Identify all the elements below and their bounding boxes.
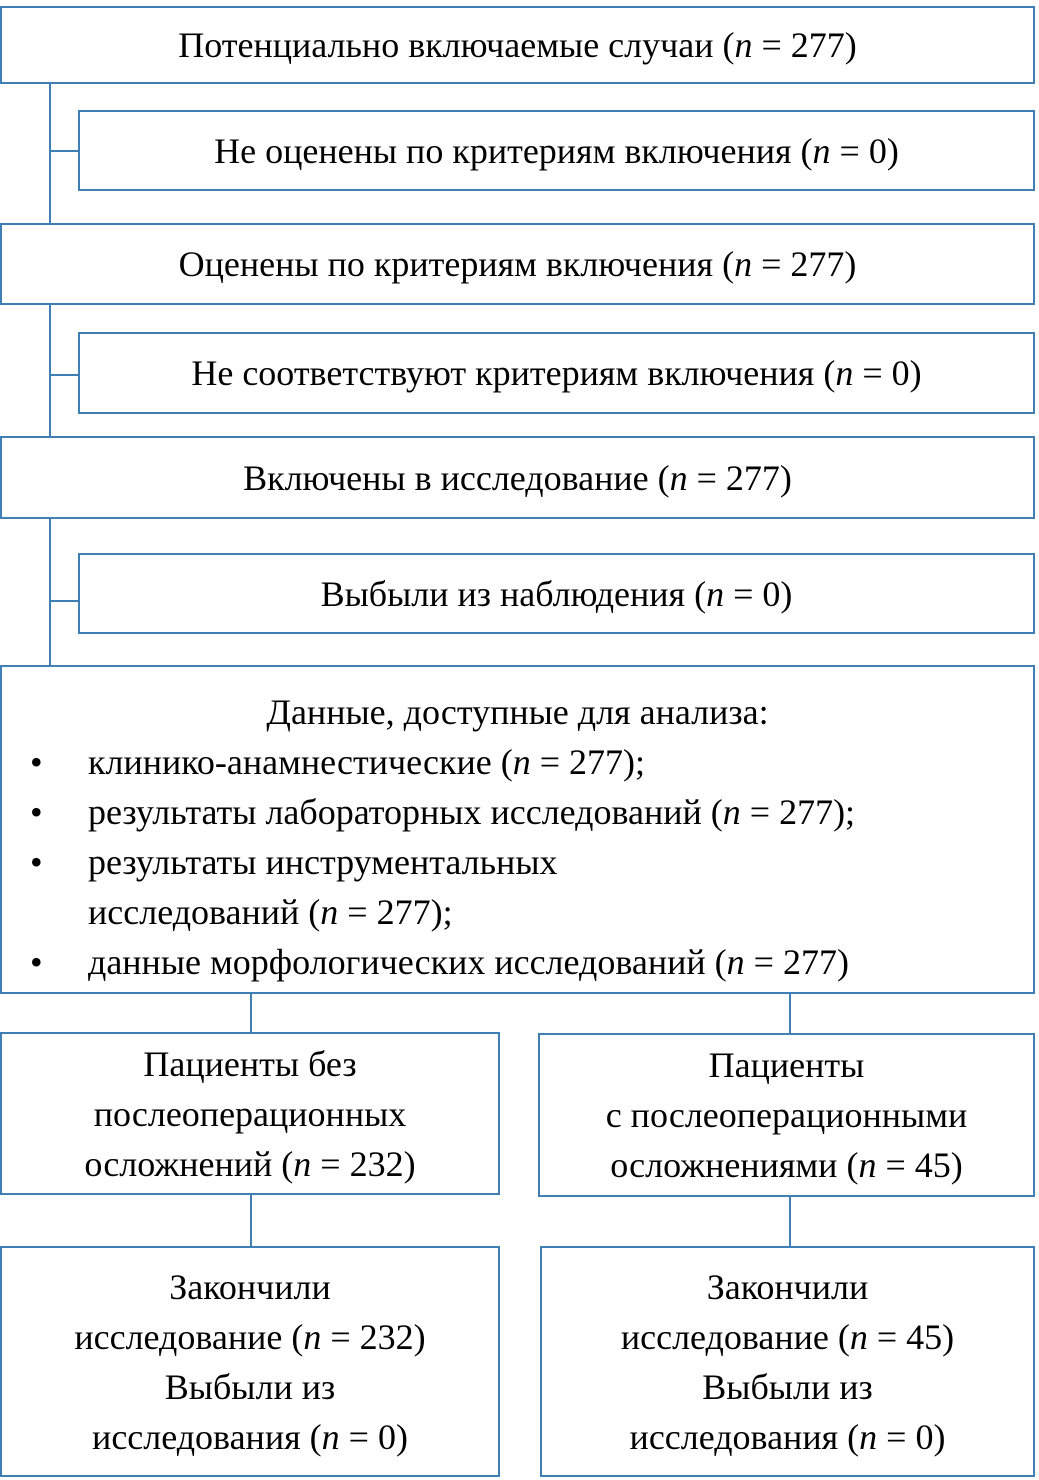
right-outcome-completed-label: Закончили	[706, 1266, 869, 1307]
left-outcome-box	[0, 1246, 500, 1477]
not-assessed-box	[78, 110, 1035, 191]
left-outcome-completed-count: исследование (n = 232)	[74, 1316, 426, 1357]
left-outcome-dropped-count: исследования (n = 0)	[92, 1416, 408, 1457]
left-outcome-dropped-label: Выбыли из	[164, 1366, 336, 1407]
with-complications-group-box	[538, 1033, 1035, 1197]
analysis-item-morphological: • данные морфологических исследований (n = 277)	[2, 937, 1033, 987]
bullet-icon: •	[30, 792, 43, 832]
connector-branch-3	[49, 600, 79, 602]
connector-split-left	[250, 992, 252, 1034]
bullet-icon: •	[30, 842, 43, 882]
assessed-box	[0, 223, 1035, 305]
right-outcome-dropped-label: Выбыли из	[702, 1366, 873, 1407]
connector-trunk-1	[49, 82, 51, 224]
no-complications-line2: послеоперационных	[93, 1093, 407, 1134]
analysis-item-lab: • результаты лабораторных исследований (n = 277);	[2, 787, 1033, 837]
potential-cases-text: Потенциально включаемые случаи (n = 277)	[178, 25, 857, 65]
analysis-item-clinical: • клинико-анамнестические (n = 277);	[2, 737, 1033, 787]
not-meeting-criteria-box	[78, 332, 1035, 414]
right-outcome-completed-count: исследование (n = 45)	[620, 1316, 955, 1357]
right-outcome-box	[540, 1246, 1035, 1477]
not-assessed-text: Не оценены по критериям включения (n = 0)	[214, 130, 899, 171]
connector-split-right	[789, 992, 791, 1034]
right-outcome-dropped-count: исследования (n = 0)	[629, 1416, 946, 1457]
analysis-list	[2, 737, 1033, 987]
left-outcome-completed-label: Закончили	[169, 1266, 331, 1307]
connector-branch-1	[49, 150, 79, 152]
connector-left-outcome	[250, 1193, 252, 1247]
connector-branch-2	[49, 374, 79, 376]
connector-trunk-2	[49, 304, 51, 437]
with-complications-line3: осложнениями (n = 45)	[610, 1145, 963, 1185]
no-complications-line1: Пациенты без	[143, 1043, 357, 1084]
connector-right-outcome	[789, 1195, 791, 1247]
no-complications-group-box	[0, 1032, 500, 1195]
connector-trunk-3	[49, 518, 51, 666]
dropped-observation-box	[78, 553, 1035, 634]
analysis-heading: Данные, доступные для анализа:	[266, 692, 769, 732]
included-text: Включены в исследование (n = 277)	[243, 457, 792, 498]
no-complications-line3: осложнений (n = 232)	[84, 1143, 416, 1184]
included-box	[0, 436, 1035, 519]
not-meeting-criteria-text: Не соответствуют критериям включения (n = 0)	[191, 353, 922, 393]
analysis-data-box	[0, 665, 1035, 994]
with-complications-line2: с послеоперационными	[605, 1095, 968, 1135]
assessed-text: Оценены по критериям включения (n = 277)	[178, 244, 857, 284]
with-complications-line1: Пациенты	[708, 1045, 865, 1085]
bullet-icon: •	[30, 942, 43, 982]
potential-cases-box	[0, 6, 1035, 84]
analysis-item-instrumental: • результаты инструментальных исследований (n = 277);	[2, 837, 1033, 937]
dropped-observation-text: Выбыли из наблюдения (n = 0)	[320, 573, 793, 614]
bullet-icon: •	[30, 742, 43, 782]
